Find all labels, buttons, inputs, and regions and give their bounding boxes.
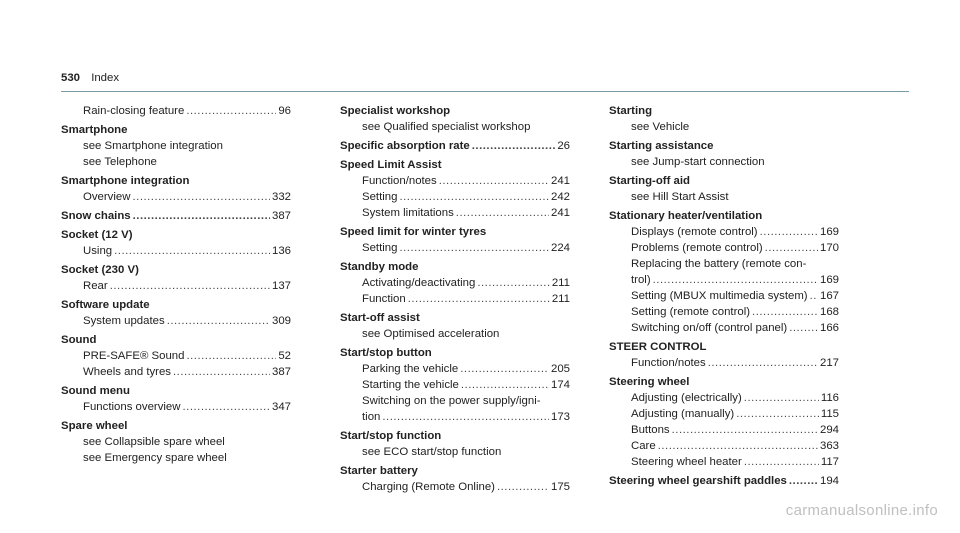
dot-leader — [460, 361, 549, 377]
index-heading: Smartphone — [61, 124, 128, 136]
page-reference[interactable]: 309 — [271, 315, 291, 327]
page-reference[interactable]: 217 — [819, 357, 839, 369]
entry-label: Steering wheel heater — [631, 456, 742, 468]
index-heading: Speed Limit Assist — [340, 159, 442, 171]
entry-label: Function — [362, 293, 406, 305]
dot-leader — [183, 399, 270, 415]
index-entry[interactable] — [61, 243, 291, 259]
index-entry[interactable] — [609, 355, 839, 371]
index-see-reference: Replacing the battery (remote con- — [631, 258, 807, 270]
index-heading: Speed limit for winter tyres — [340, 226, 487, 238]
dot-leader — [461, 377, 549, 393]
dot-leader — [744, 454, 819, 470]
index-heading: Starting — [609, 105, 653, 117]
page-reference[interactable]: 175 — [550, 481, 570, 493]
dot-leader — [456, 205, 549, 221]
index-entry[interactable] — [609, 240, 839, 256]
index-heading: Spare wheel — [61, 420, 128, 432]
dot-leader — [132, 189, 270, 205]
page-reference[interactable]: 332 — [271, 191, 291, 203]
index-heading-entry[interactable] — [61, 208, 291, 224]
page-reference[interactable]: 174 — [550, 379, 570, 391]
section-title: Index — [91, 72, 120, 84]
index-see-reference: see Qualified specialist workshop — [362, 121, 531, 133]
index-see-reference: see Collapsible spare wheel — [83, 436, 225, 448]
page-reference[interactable]: 136 — [271, 245, 291, 257]
entry-label: Problems (remote control) — [631, 242, 763, 254]
index-entry[interactable] — [340, 189, 570, 205]
entry-label: Setting — [362, 191, 398, 203]
dot-leader — [789, 320, 818, 336]
dot-leader — [810, 288, 818, 304]
page-reference[interactable]: 167 — [819, 290, 839, 302]
page-reference[interactable]: 116 — [820, 392, 839, 404]
page-reference[interactable]: 137 — [271, 280, 291, 292]
page-reference[interactable]: 194 — [819, 475, 839, 487]
index-heading: Smartphone integration — [61, 175, 190, 187]
entry-label: Specific absorption rate — [340, 140, 470, 152]
entry-label: Steering wheel gearshift paddles — [609, 475, 787, 487]
entry-label: Parking the vehicle — [362, 363, 459, 375]
index-entry[interactable] — [340, 377, 570, 393]
index-see-reference: see Smartphone integration — [83, 140, 223, 152]
dot-leader — [752, 304, 818, 320]
entry-label: PRE-SAFE® Sound — [83, 350, 185, 362]
dot-leader — [744, 390, 819, 406]
index-column-2 — [340, 103, 570, 495]
entry-label: Buttons — [631, 424, 670, 436]
entry-label: Setting (remote control) — [631, 306, 751, 318]
page-reference[interactable]: 347 — [271, 401, 291, 413]
page-reference[interactable]: 387 — [271, 366, 291, 378]
entry-label: Adjusting (manually) — [631, 408, 735, 420]
dot-leader — [672, 422, 818, 438]
entry-label: Functions overview — [83, 401, 181, 413]
index-see-reference: see Hill Start Assist — [631, 191, 729, 203]
index-heading: Sound menu — [61, 385, 130, 397]
dot-leader — [110, 278, 270, 294]
index-see-reference: see Emergency spare wheel — [83, 452, 227, 464]
entry-label: Charging (Remote Online) — [362, 481, 495, 493]
dot-leader — [408, 291, 550, 307]
dot-leader — [114, 243, 270, 259]
index-heading: Stationary heater/ventilation — [609, 210, 763, 222]
entry-label: System updates — [83, 315, 165, 327]
index-entry[interactable] — [61, 348, 291, 364]
index-heading: Socket (12 V) — [61, 229, 133, 241]
entry-label: Using — [83, 245, 113, 257]
index-entry[interactable] — [340, 409, 570, 425]
dot-leader — [399, 240, 549, 256]
index-entry[interactable] — [340, 275, 570, 291]
entry-label: Function/notes — [631, 357, 706, 369]
page-reference[interactable]: 173 — [550, 411, 570, 423]
page-reference[interactable]: 211 — [551, 293, 570, 305]
dot-leader — [765, 240, 818, 256]
page-reference[interactable]: 241 — [550, 207, 570, 219]
index-see-reference: see ECO start/stop function — [362, 446, 502, 458]
entry-label: Function/notes — [362, 175, 437, 187]
dot-leader — [472, 138, 556, 154]
index-heading: Specialist workshop — [340, 105, 451, 117]
index-entry[interactable] — [609, 320, 839, 336]
page-reference[interactable]: 241 — [550, 175, 570, 187]
page-reference[interactable]: 387 — [271, 210, 291, 222]
index-heading: Socket (230 V) — [61, 264, 139, 276]
page-reference[interactable]: 169 — [819, 226, 839, 238]
index-entry[interactable] — [609, 438, 839, 454]
index-entry[interactable] — [61, 189, 291, 205]
entry-label: Rain-closing feature — [83, 105, 185, 117]
index-entry[interactable] — [340, 479, 570, 495]
index-heading: Starter battery — [340, 465, 418, 477]
dot-leader — [173, 364, 270, 380]
dot-leader — [658, 438, 818, 454]
index-heading: Standby mode — [340, 261, 419, 273]
index-entry[interactable] — [609, 406, 839, 422]
page-reference[interactable]: 224 — [550, 242, 570, 254]
page-reference[interactable]: 166 — [819, 322, 839, 334]
index-heading: Software update — [61, 299, 150, 311]
dot-leader — [186, 348, 276, 364]
watermark: carmanualsonline.info — [785, 502, 938, 519]
index-heading: Starting assistance — [609, 140, 714, 152]
dot-leader — [789, 473, 818, 489]
dot-leader — [477, 275, 549, 291]
index-entry[interactable] — [61, 364, 291, 380]
entry-label: Displays (remote control) — [631, 226, 758, 238]
index-entry[interactable] — [609, 224, 839, 240]
entry-label: Snow chains — [61, 210, 131, 222]
entry-label: Switching on/off (control panel) — [631, 322, 788, 334]
index-see-reference: Switching on the power supply/igni- — [362, 395, 541, 407]
dot-leader — [708, 355, 818, 371]
index-see-reference: see Telephone — [83, 156, 157, 168]
entry-label: System limitations — [362, 207, 454, 219]
index-heading: STEER CONTROL — [609, 341, 707, 353]
page-header — [61, 72, 119, 84]
page-reference[interactable]: 115 — [820, 408, 839, 420]
index-entry[interactable] — [609, 422, 839, 438]
index-heading: Start/stop function — [340, 430, 442, 442]
index-entry[interactable] — [609, 454, 839, 470]
dot-leader — [497, 479, 549, 495]
index-column-3 — [609, 103, 839, 489]
index-heading: Sound — [61, 334, 97, 346]
index-entry[interactable] — [340, 291, 570, 307]
page-reference[interactable]: 170 — [819, 242, 839, 254]
index-entry[interactable] — [340, 240, 570, 256]
entry-label: Overview — [83, 191, 131, 203]
entry-label: Setting (MBUX multimedia system) — [631, 290, 808, 302]
dot-leader — [133, 208, 270, 224]
dot-leader — [736, 406, 819, 422]
dot-leader — [439, 173, 549, 189]
page-reference[interactable]: 26 — [557, 140, 570, 152]
index-entry[interactable] — [61, 103, 291, 119]
index-entry[interactable] — [61, 313, 291, 329]
header-divider — [61, 91, 909, 92]
index-entry[interactable] — [609, 390, 839, 406]
page-reference[interactable]: 96 — [278, 105, 291, 117]
index-heading-entry[interactable] — [340, 138, 570, 154]
entry-label: Activating/deactivating — [362, 277, 476, 289]
index-entry[interactable] — [340, 205, 570, 221]
entry-label: Care — [631, 440, 656, 452]
entry-label: Adjusting (electrically) — [631, 392, 742, 404]
index-entry[interactable] — [340, 361, 570, 377]
entry-label: Starting the vehicle — [362, 379, 459, 391]
index-entry[interactable] — [61, 278, 291, 294]
index-entry[interactable] — [609, 304, 839, 320]
dot-leader — [399, 189, 549, 205]
page-reference[interactable]: 168 — [819, 306, 839, 318]
dot-leader — [167, 313, 270, 329]
index-entry[interactable] — [609, 272, 839, 288]
index-see-reference: see Jump-start connection — [631, 156, 765, 168]
page-reference[interactable]: 363 — [819, 440, 839, 452]
dot-leader — [186, 103, 276, 119]
entry-label: trol) — [631, 274, 651, 286]
page-reference[interactable]: 52 — [278, 350, 291, 362]
index-heading: Starting-off aid — [609, 175, 690, 187]
dot-leader — [382, 409, 549, 425]
index-heading: Steering wheel — [609, 376, 690, 388]
entry-label: Rear — [83, 280, 108, 292]
entry-label: tion — [362, 411, 381, 423]
page-reference[interactable]: 205 — [550, 363, 570, 375]
entry-label: Setting — [362, 242, 398, 254]
page-reference[interactable]: 294 — [819, 424, 839, 436]
entry-label: Wheels and tyres — [83, 366, 171, 378]
index-column-1 — [61, 103, 291, 466]
index-heading: Start/stop button — [340, 347, 432, 359]
index-entry[interactable] — [340, 173, 570, 189]
index-entry[interactable] — [609, 288, 839, 304]
index-see-reference: see Vehicle — [631, 121, 690, 133]
page-reference[interactable]: 211 — [551, 277, 570, 289]
index-see-reference: see Optimised acceleration — [362, 328, 500, 340]
page-reference[interactable]: 117 — [820, 456, 839, 468]
index-heading: Start-off assist — [340, 312, 420, 324]
page-number: 530 — [61, 72, 81, 84]
page-reference[interactable]: 169 — [819, 274, 839, 286]
page-reference[interactable]: 242 — [550, 191, 570, 203]
dot-leader — [653, 272, 818, 288]
index-entry[interactable] — [61, 399, 291, 415]
index-heading-entry[interactable] — [609, 473, 839, 489]
dot-leader — [760, 224, 818, 240]
